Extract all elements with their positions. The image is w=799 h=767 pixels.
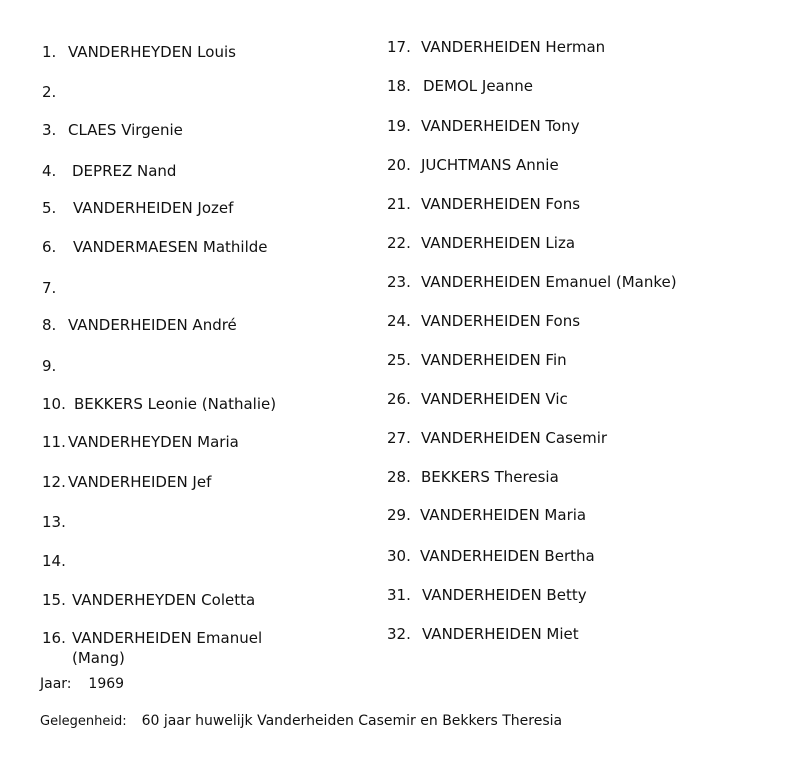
list-item <box>387 76 533 96</box>
list-item <box>387 624 579 644</box>
entry-number: 22. <box>387 234 411 252</box>
year-row <box>40 676 124 692</box>
entry-name: VANDERHEIDEN Betty <box>422 586 587 604</box>
entry-number: 1. <box>42 43 57 61</box>
list-item <box>387 505 586 525</box>
entry-number: 2. <box>42 83 57 101</box>
entry-number: 6. <box>42 238 57 256</box>
entry-name: VANDERHEIDEN Maria <box>420 506 587 524</box>
entry-number: 12. <box>42 473 66 491</box>
year-label: Jaar: <box>40 676 72 692</box>
entry-number: 26. <box>387 390 411 408</box>
occasion-label: Gelegenheid: <box>40 714 127 729</box>
entry-name: JUCHTMANS Annie <box>421 156 559 174</box>
occasion-value: 60 jaar huwelijk Vanderheiden Casemir en Bekkers Theresia <box>141 713 563 729</box>
list-item <box>42 278 68 298</box>
entry-name: VANDERHEIDEN Jef <box>68 473 212 491</box>
entry-name: VANDERHEIDEN Fons <box>421 312 581 330</box>
entry-number: 32. <box>387 625 411 643</box>
list-item <box>42 237 268 257</box>
entry-number: 25. <box>387 351 411 369</box>
list-item <box>387 350 567 370</box>
list-item <box>42 394 276 414</box>
entry-name: BEKKERS Leonie (Nathalie) <box>74 395 277 413</box>
list-item <box>42 315 237 335</box>
list-item <box>387 311 580 331</box>
list-item <box>387 428 607 448</box>
list-item <box>387 467 559 487</box>
list-item <box>387 585 587 605</box>
entry-name: VANDERHEIDEN Bertha <box>420 547 595 565</box>
entry-name: VANDERHEIDEN André <box>68 316 237 334</box>
entry-name: VANDERHEIDEN Vic <box>421 390 568 408</box>
entry-number: 28. <box>387 468 411 486</box>
entry-number: 31. <box>387 586 411 604</box>
occasion-row <box>40 713 562 729</box>
list-item <box>387 546 595 566</box>
entry-name: VANDERHEIDEN Miet <box>422 625 579 643</box>
entry-name: VANDERHEYDEN Louis <box>68 43 236 61</box>
entry-name: VANDERHEYDEN Maria <box>68 433 239 451</box>
entry-number: 29. <box>387 506 411 524</box>
list-item <box>42 198 233 218</box>
list-item <box>42 82 68 102</box>
entry-name: VANDERHEIDEN Emanuel (Mang) <box>72 629 263 667</box>
list-item <box>387 155 559 175</box>
entry-number: 14. <box>42 552 66 570</box>
entry-name: DEMOL Jeanne <box>423 77 533 95</box>
list-item <box>42 120 183 140</box>
entry-name: VANDERHEIDEN Fin <box>421 351 567 369</box>
entry-name: VANDERHEIDEN Casemir <box>421 429 608 447</box>
entry-name: VANDERHEIDEN Liza <box>421 234 576 252</box>
entry-number: 9. <box>42 357 57 375</box>
entry-number: 10. <box>42 395 66 413</box>
entry-number: 20. <box>387 156 411 174</box>
list-item <box>42 590 255 610</box>
entry-number: 15. <box>42 591 66 609</box>
entry-number: 17. <box>387 38 411 56</box>
list-item <box>387 233 575 253</box>
list-item <box>42 472 211 492</box>
list-item <box>42 356 68 376</box>
entry-number: 24. <box>387 312 411 330</box>
list-item <box>387 194 580 214</box>
entry-number: 18. <box>387 77 411 95</box>
entry-number: 30. <box>387 547 411 565</box>
entry-number: 3. <box>42 121 57 139</box>
entry-number: 21. <box>387 195 411 213</box>
entry-name: BEKKERS Theresia <box>421 468 559 486</box>
list-item <box>387 116 580 136</box>
entry-name: VANDERHEYDEN Coletta <box>72 591 256 609</box>
entry-number: 27. <box>387 429 411 447</box>
entry-number: 23. <box>387 273 411 291</box>
entry-name: VANDERHEIDEN Tony <box>421 117 580 135</box>
entry-name: DEPREZ Nand <box>72 162 177 180</box>
entry-name: VANDERHEIDEN Jozef <box>73 199 234 217</box>
entry-name: VANDERHEIDEN Herman <box>421 38 606 56</box>
entry-name: VANDERHEIDEN Fons <box>421 195 581 213</box>
entry-name: CLAES Virgenie <box>68 121 183 139</box>
list-item <box>387 389 568 409</box>
list-item <box>42 628 297 668</box>
entry-number: 7. <box>42 279 57 297</box>
year-value: 1969 <box>88 676 125 692</box>
list-item <box>42 432 239 452</box>
list-item <box>42 161 176 181</box>
entry-number: 16. <box>42 629 66 647</box>
entry-number: 5. <box>42 199 57 217</box>
list-item <box>42 42 236 62</box>
list-item <box>387 37 605 57</box>
entry-name: VANDERHEIDEN Emanuel (Manke) <box>421 273 677 291</box>
entry-name: VANDERMAESEN Mathilde <box>73 238 268 256</box>
entry-number: 19. <box>387 117 411 135</box>
entry-number: 4. <box>42 162 57 180</box>
entry-number: 11. <box>42 433 66 451</box>
entry-number: 13. <box>42 513 66 531</box>
entry-number: 8. <box>42 316 57 334</box>
list-item <box>42 512 68 532</box>
list-item <box>387 272 677 292</box>
list-item <box>42 551 68 571</box>
